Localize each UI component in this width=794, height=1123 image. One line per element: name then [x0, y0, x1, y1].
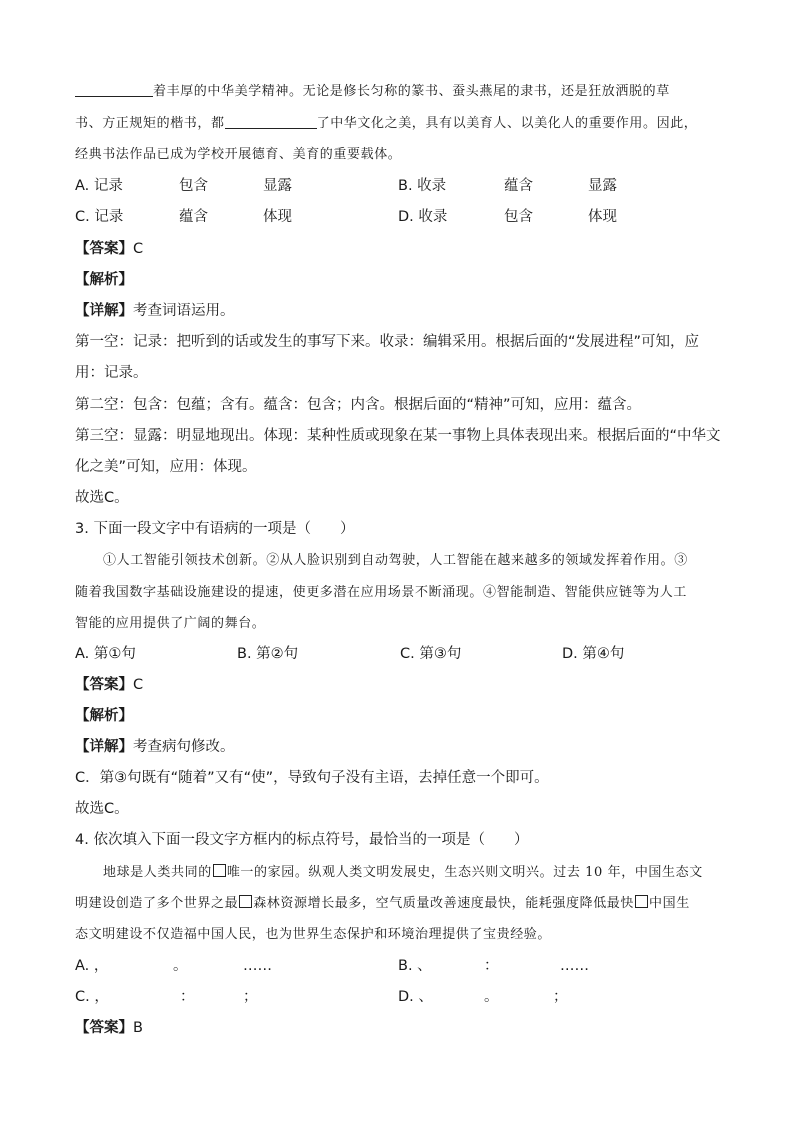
- q2-explain-1b: 用：记录。: [75, 365, 148, 381]
- q2-option-a: A. 记录: [75, 178, 123, 194]
- answer-blank-2: [225, 114, 317, 129]
- q2-explain-3b: 化之美”可知，应用：体现。: [75, 459, 257, 475]
- q2-explain-3a: 第三空：显露：明显地现出。体现：某种性质或现象在某一事物上具体表现出来。根据后面的“中华文: [75, 428, 721, 444]
- q2-option-c-word-2: 蕴含: [179, 209, 208, 225]
- q4-option-b: B. 、: [398, 958, 432, 974]
- q2-passage-line-2: 书、方正规矩的楷书，都 了中华文化之美，具有以美育人、以美化人的重要作用。因此，: [75, 116, 698, 131]
- q3-passage-line-2: 随着我国数字基础设施建设的提速，使更多潜在应用场景不断涌现。④智能制造、智能供应链等为人工: [75, 585, 688, 600]
- punctuation-box-2: [239, 895, 252, 908]
- q2-option-b-word-2: 蕴含: [504, 178, 533, 194]
- q3-explain: C．第③句既有“随着”又有“使”，导致句子没有主语，去掉任意一个即可。: [75, 770, 549, 786]
- q4-option-d: D. 、: [398, 989, 433, 1005]
- q3-option-d: D. 第④句: [562, 646, 625, 662]
- q3-analysis-heading: 【解析】: [75, 708, 133, 724]
- q2-option-b-word-3: 显露: [588, 178, 617, 194]
- q4-passage-line-1: 地球是人类共同的 唯一的家园。纵观人类文明发展史，生态兴则文明兴。过去 10 年，中国生态文: [103, 865, 703, 880]
- q4-option-d-mark-2: 。: [484, 989, 499, 1005]
- q2-option-a-word-2: 包含: [179, 178, 208, 194]
- q2-option-a-word-3: 显露: [263, 178, 292, 194]
- q3-passage-line-1: ①人工智能引领技术创新。②从人脸识别到自动驾驶，人工智能在越来越多的领域发挥着作用。③: [103, 553, 688, 568]
- q4-option-b-mark-3: ……: [560, 958, 589, 974]
- q2-conclusion: 故选C。: [75, 490, 129, 506]
- q3-detail: 【详解】考查病句修改。: [75, 739, 235, 755]
- q4-option-c: C. ，: [75, 989, 109, 1005]
- q4-option-b-mark-2: ：: [484, 958, 499, 974]
- q2-option-d-word-2: 包含: [504, 209, 533, 225]
- q4-answer: 【答案】B: [75, 1020, 143, 1036]
- q2-explain-1a: 第一空：记录：把听到的话或发生的事写下来。收录：编辑采用。根据后面的“发展进程”可知，应: [75, 334, 700, 350]
- q2-option-d-word-3: 体现: [588, 209, 617, 225]
- q2-analysis-heading: 【解析】: [75, 272, 133, 288]
- q3-option-c: C. 第③句: [400, 646, 462, 662]
- q2-option-b: B. 收录: [398, 178, 447, 194]
- q4-stem: 4. 依次填入下面一段文字方框内的标点符号，最恰当的一项是（ ）: [75, 832, 529, 848]
- punctuation-box-3: [635, 895, 648, 908]
- q2-option-c: C. 记录: [75, 209, 124, 225]
- q2-passage-line-1: 着丰厚的中华美学精神。无论是修长匀称的篆书、蚕头燕尾的隶书，还是狂放洒脱的草: [75, 82, 670, 101]
- q3-answer: 【答案】C: [75, 677, 144, 693]
- q2-option-c-word-3: 体现: [263, 209, 292, 225]
- punctuation-box-1: [213, 864, 226, 877]
- q3-option-b: B. 第②句: [237, 646, 299, 662]
- q3-option-a: A. 第①句: [75, 646, 136, 662]
- q4-passage-line-2: 明建设创造了多个世界之最 森林资源增长最多，空气质量改善速度最快，能耗强度降低最快 中国生: [75, 896, 690, 911]
- q2-passage-line-3: 经典书法作品已成为学校开展德育、美育的重要载体。: [75, 147, 402, 162]
- q2-detail: 【详解】考查词语运用。: [75, 303, 235, 319]
- q4-option-a-mark-2: 。: [173, 958, 188, 974]
- q4-option-a-mark-3: ……: [243, 958, 272, 974]
- q4-option-c-mark-3: ；: [243, 989, 258, 1005]
- q3-stem: 3. 下面一段文字中有语病的一项是（ ）: [75, 521, 355, 537]
- q3-passage-line-3: 智能的应用提供了广阔的舞台。: [75, 616, 266, 631]
- q2-explain-2: 第二空：包含：包蕴；含有。蕴含：包含；内含。根据后面的“精神”可知，应用：蕴含。: [75, 397, 642, 413]
- q4-option-c-mark-2: ：: [180, 989, 195, 1005]
- q3-conclusion: 故选C。: [75, 801, 129, 817]
- q2-answer: 【答案】C: [75, 241, 144, 257]
- answer-blank-1: [75, 82, 153, 97]
- q4-option-d-mark-3: ；: [553, 989, 568, 1005]
- q4-passage-line-3: 态文明建设不仅造福中国人民，也为世界生态保护和环境治理提供了宝贵经验。: [75, 927, 552, 942]
- q2-option-d: D. 收录: [398, 209, 448, 225]
- q4-option-a: A. ，: [75, 958, 109, 974]
